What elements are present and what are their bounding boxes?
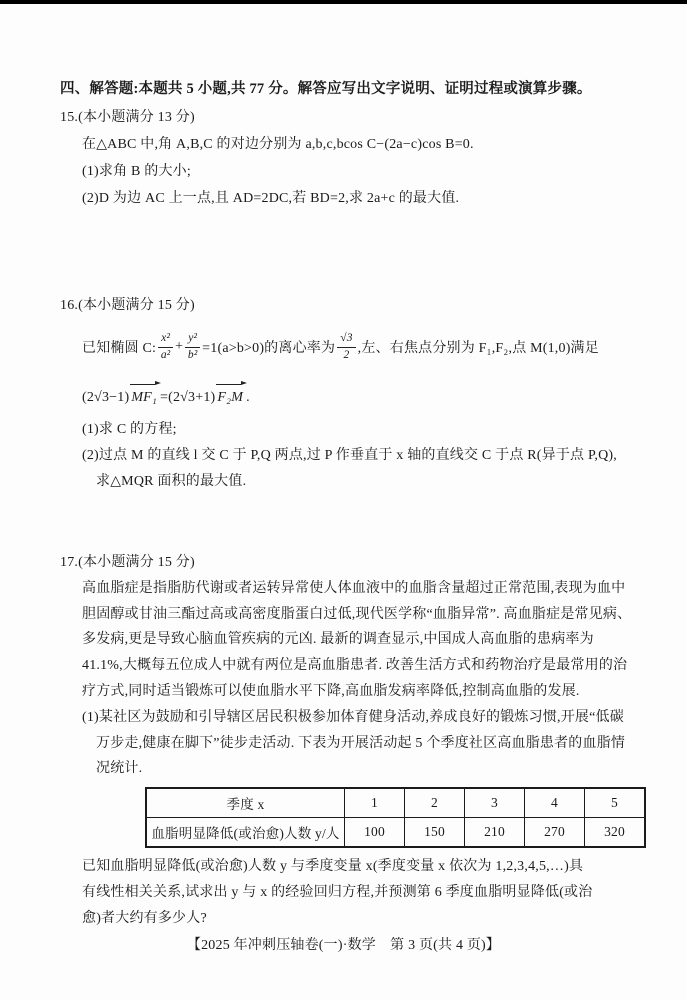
- question-17-title: 17.(本小题满分 15 分): [60, 555, 195, 570]
- vector-MF1: MF₁: [129, 384, 160, 410]
- question-17-intro-line: 多发病,更是导致心脑血管疾病的元凶. 最新的调查显示,中国成人高血脂的患病率为: [82, 632, 594, 648]
- fraction-denominator: 2: [343, 348, 350, 361]
- stem-mid: =1(a>b>0)的离心率为: [202, 341, 336, 356]
- question-16-stem-formula: [60, 325, 638, 369]
- table-cell-y4: 270: [525, 818, 585, 848]
- fraction-numerator: √3: [337, 332, 355, 347]
- table-row: [146, 788, 645, 818]
- vector-eq-suffix: .: [246, 390, 250, 405]
- question-17-intro-line: 胆固醇或甘油三酯过高或高密度脂蛋白过低,现代医学称“血脂异常”. 高血脂症是常见病、: [82, 606, 632, 622]
- question-17-part1-line: 况统计.: [96, 761, 143, 777]
- question-16-part1: (1)求 C 的方程;: [82, 422, 177, 437]
- table-cell-x5: 5: [585, 788, 646, 818]
- fraction-denominator: b²: [187, 348, 198, 361]
- question-17: [60, 550, 638, 782]
- question-16: [60, 292, 638, 495]
- table-cell-x4: 4: [525, 788, 585, 818]
- plus-sign: +: [175, 339, 184, 354]
- fraction-denominator: a²: [160, 348, 171, 361]
- question-17-closing-line: 有线性相关关系,试求出 y 与 x 的经验回归方程,并预测第 6 季度血脂明显降低(或治: [82, 885, 593, 900]
- table-cell-y2: 150: [405, 818, 465, 848]
- question-17-intro-line: 41.1%,大概每五位成人中就有两位是高血脂患者. 改善生活方式和药物治疗是最常用的治: [82, 658, 628, 674]
- table-row2-label: 血脂明显降低(或治愈)人数 y/人: [146, 818, 345, 848]
- question-16-title: 16.(本小题满分 15 分): [60, 298, 195, 313]
- vector-eq-mid: =(2√3+1): [160, 390, 216, 405]
- question-16-vector-equation: [60, 375, 638, 410]
- question-15-title: 15.(本小题满分 13 分): [60, 110, 195, 125]
- table-row1-label: 季度 x: [146, 788, 345, 818]
- stem-prefix: 已知椭圆 C:: [82, 341, 157, 356]
- question-15-stem: 在△ABC 中,角 A,B,C 的对边分别为 a,b,c,bcos C−(2a−c)cos B=0.: [82, 137, 474, 152]
- scan-top-bar: [0, 0, 687, 4]
- question-17-intro-line: 疗方式,同时适当锻炼可以使血脂水平下降,高血脂发病率降低,控制高血脂的发展.: [82, 683, 580, 699]
- stem-suffix: ,左、右焦点分别为 F₁,F₂,点 M(1,0)满足: [357, 341, 599, 356]
- question-15-part2: (2)D 为边 AC 上一点,且 AD=2DC,若 BD=2,求 2a+c 的最大值.: [82, 191, 460, 206]
- fraction-y2-b2: [185, 332, 200, 361]
- table-cell-x1: 1: [345, 788, 405, 818]
- section-heading: 四、解答题:本题共 5 小题,共 77 分。解答应写出文字说明、证明过程或演算步骤。: [60, 81, 592, 97]
- page-footer: 【2025 年冲刺压轴卷(一)·数学 第 3 页(共 4 页)】: [186, 938, 501, 953]
- table-row: [146, 818, 645, 848]
- blood-lipid-table: [145, 787, 646, 848]
- question-15: [60, 104, 638, 212]
- question-17-part1-line: 万步走,健康在脚下”徒步走活动. 下表为开展活动起 5 个季度社区高血脂患者的血脂情: [96, 735, 626, 751]
- fraction-numerator: x²: [158, 332, 173, 347]
- question-15-part1: (1)求角 B 的大小;: [82, 164, 191, 179]
- question-17-intro-line: 高血脂症是指脂肪代谢或者运转异常使人体血液中的血脂含量超过正常范围,表现为血中: [82, 580, 626, 596]
- table-cell-x3: 3: [465, 788, 525, 818]
- table-cell-y1: 100: [345, 818, 405, 848]
- question-17-closing-line: 愈)者大约有多少人?: [82, 911, 207, 926]
- fraction-sqrt3-2: [337, 332, 355, 361]
- question-16-part2-line1: (2)过点 M 的直线 l 交 C 于 P,Q 两点,过 P 作垂直于 x 轴的直线交 C 于点 R(异于点 P,Q),: [82, 448, 617, 463]
- question-17-closing: [82, 854, 638, 932]
- fraction-x2-a2: [158, 332, 173, 361]
- question-17-part1-line: (1)某社区为鼓励和引导辖区居民积极参加体育健身活动,养成良好的锻炼习惯,开展“低碳: [82, 709, 624, 725]
- vector-eq-prefix: (2√3−1): [82, 390, 130, 405]
- question-16-part2-line2: 求△MQR 面积的最大值.: [96, 474, 247, 489]
- table-cell-y5: 320: [585, 818, 646, 848]
- fraction-numerator: y²: [185, 332, 200, 347]
- table-cell-x2: 2: [405, 788, 465, 818]
- question-17-closing-line: 已知血脂明显降低(或治愈)人数 y 与季度变量 x(季度变量 x 依次为 1,2,3,4,5,…)具: [82, 859, 584, 874]
- question-16-parts: [60, 417, 638, 495]
- vector-F2M: F₂M: [215, 384, 246, 410]
- table-cell-y3: 210: [465, 818, 525, 848]
